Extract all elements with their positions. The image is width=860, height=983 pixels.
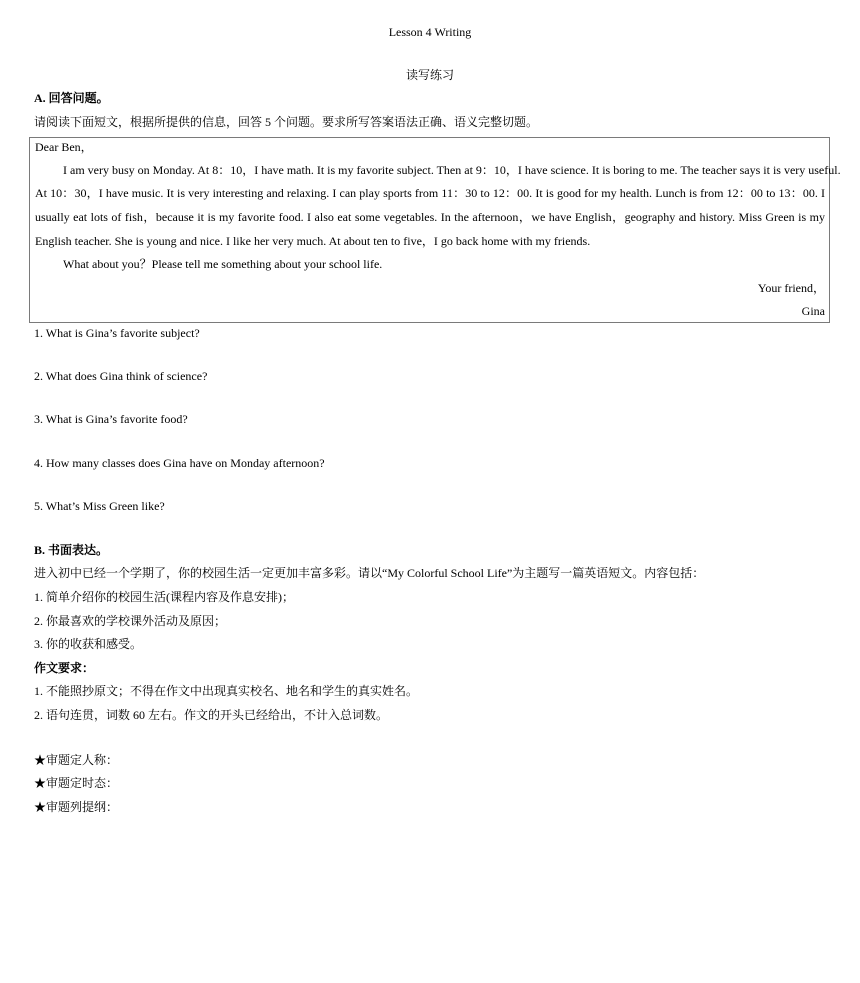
- section-a-heading: A. 回答问题。: [34, 91, 109, 105]
- letter-paragraph-2: What about you？Please tell me something about your school life.: [63, 257, 383, 271]
- section-a-instruction: 请阅读下面短文，根据所提供的信息，回答 5 个问题。要求所写答案语法正确、语义完整切题。: [34, 115, 539, 129]
- prompt-tense: ★审题定时态：: [34, 776, 119, 790]
- prompt-person: ★审题定人称：: [34, 753, 119, 767]
- question-1: 1. What is Gina’s favorite subject?: [34, 326, 200, 340]
- letter-line: At 10：30，I have music. It is very interesting and relaxing. I can play sports from 11：30 to 12：00. It is good for my health. Lunch is from 12：00 to 13：00. I: [35, 186, 825, 200]
- letter-closing: Your friend，: [757, 281, 825, 295]
- requirement-1: 1. 不能照抄原文；不得在作文中出现真实校名、地名和学生的真实姓名。: [34, 684, 419, 698]
- letter-signature: Gina: [801, 304, 825, 318]
- letter-greeting: Dear Ben，: [35, 140, 93, 154]
- content-point-3: 3. 你的收获和感受。: [34, 637, 143, 651]
- content-point-1: 1. 简单介绍你的校园生活(课程内容及作息安排)；: [34, 590, 294, 604]
- letter-line: I am very busy on Monday. At 8：10，I have math. It is my favorite subject. Then at 9：10，I have science. It is boring to me. The teacher says it is very useful.: [63, 163, 841, 177]
- content-point-2: 2. 你最喜欢的学校课外活动及原因；: [34, 614, 227, 628]
- prompt-outline: ★审题列提纲：: [34, 800, 119, 814]
- section-b-intro: 进入初中已经一个学期了，你的校园生活一定更加丰富多彩。请以“My Colorful School Life”为主题写一篇英语短文。内容包括：: [34, 566, 705, 580]
- question-3: 3. What is Gina’s favorite food?: [34, 412, 188, 426]
- page-subtitle: 读写练习: [405, 68, 454, 82]
- letter-line: English teacher. She is young and nice. I like her very much. At about ten to five，I go back home with my friends.: [35, 234, 591, 248]
- question-4: 4. How many classes does Gina have on Monday afternoon?: [34, 456, 325, 470]
- letter-line: usually eat lots of fish，because it is my favorite food. I also eat some vegetables. In the afternoon，we have English，geography and history. Miss Green is my: [35, 210, 825, 224]
- question-2: 2. What does Gina think of science?: [34, 369, 208, 383]
- letter-box: [29, 137, 841, 323]
- requirements-heading: 作文要求：: [34, 661, 95, 675]
- page-title: Lesson 4 Writing: [388, 25, 472, 39]
- question-5: 5. What’s Miss Green like?: [34, 499, 165, 513]
- requirement-2: 2. 语句连贯，词数 60 左右。作文的开头已经给出，不计入总词数。: [34, 708, 389, 722]
- section-b-heading: B. 书面表达。: [34, 543, 109, 557]
